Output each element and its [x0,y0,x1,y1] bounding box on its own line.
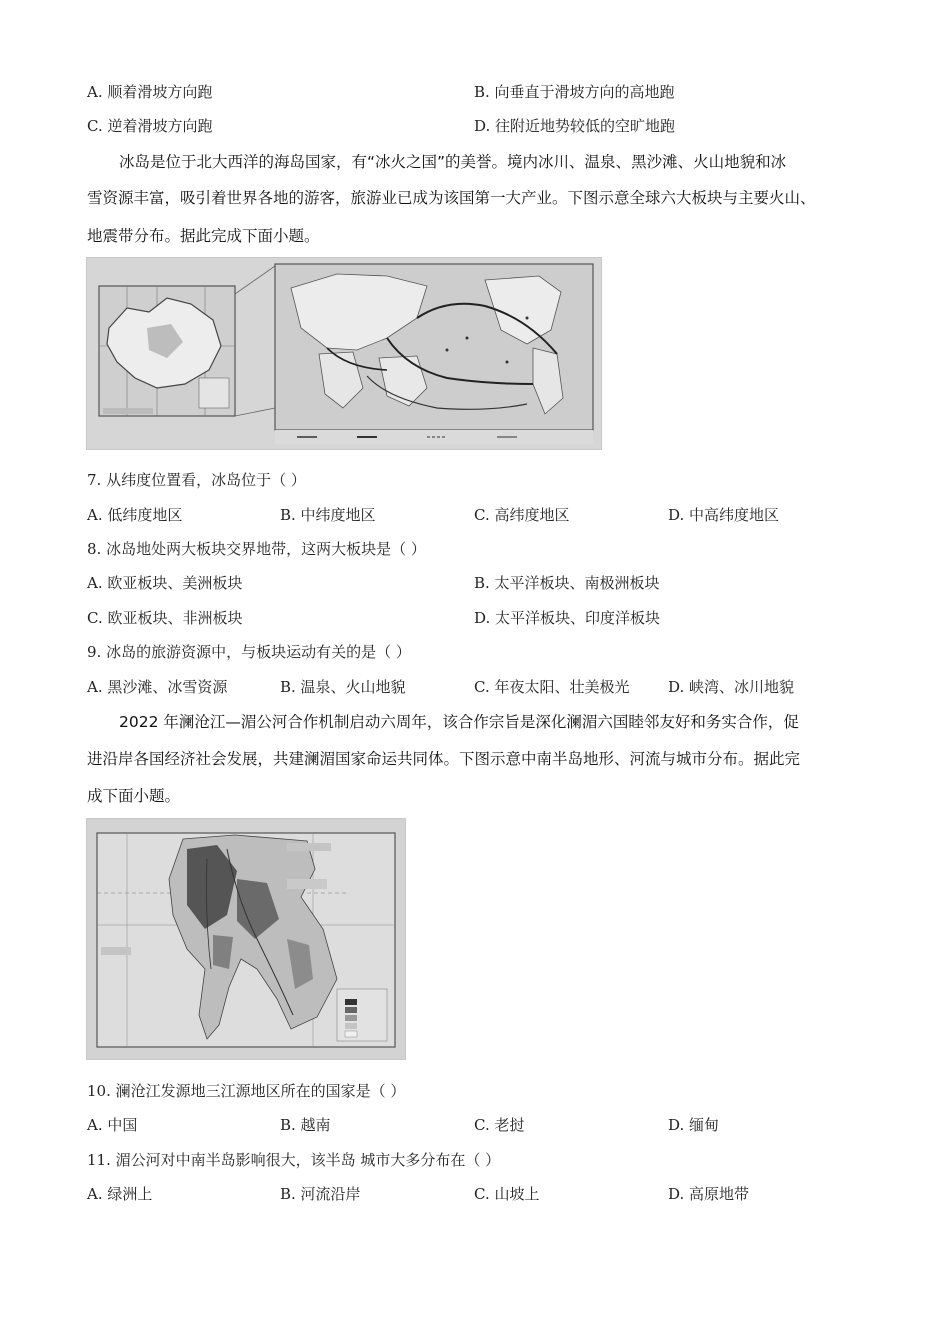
passage1-line-2: 雪资源丰富，吸引着世界各地的游客，旅游业已成为该国第一大产业。下图示意全球六大板块与主要火山、 [87,189,816,207]
q10-option-d: D. 缅甸 [668,1116,720,1134]
q8-option-d: D. 太平洋板块、印度洋板块 [474,609,661,627]
q9-option-c: C. 年夜太阳、壮美极光 [474,678,630,696]
passage2-line-3: 成下面小题。 [87,787,181,805]
q6-option-a: A. 顺着滑坡方向跑 [87,83,213,101]
q9-option-a: A. 黑沙滩、冰雪资源 [87,678,228,696]
passage1-line-3: 地震带分布。据此完成下面小题。 [87,227,320,245]
q7-option-c: C. 高纬度地区 [474,506,570,524]
q9-stem: 9. 冰岛的旅游资源中，与板块运动有关的是（ ） [87,643,411,661]
iceland-plates-map-figure [86,257,602,450]
q7-option-a: A. 低纬度地区 [87,506,183,524]
q7-option-b: B. 中纬度地区 [280,506,376,524]
q11-option-a: A. 绿洲上 [87,1185,153,1203]
q7-stem: 7. 从纬度位置看，冰岛位于（ ） [87,471,306,489]
q8-option-c: C. 欧亚板块、非洲板块 [87,609,243,627]
q11-stem: 11. 湄公河对中南半岛影响很大，该半岛 城市大多分布在（ ） [87,1151,501,1169]
passage2-line-2: 进沿岸各国经济社会发展，共建澜湄国家命运共同体。下图示意中南半岛地形、河流与城市分布。据此完 [87,750,801,768]
q10-stem: 10. 澜沧江发源地三江源地区所在的国家是（ ） [87,1082,406,1100]
q8-stem: 8. 冰岛地处两大板块交界地带，这两大板块是（ ） [87,540,426,558]
q10-option-a: A. 中国 [87,1116,138,1134]
q10-option-b: B. 越南 [280,1116,331,1134]
q10-option-c: C. 老挝 [474,1116,525,1134]
q9-option-b: B. 温泉、火山地貌 [280,678,406,696]
q9-option-d: D. 峡湾、冰川地貌 [668,678,795,696]
q8-option-a: A. 欧亚板块、美洲板块 [87,574,243,592]
passage1-line-1: 冰岛是位于北大西洋的海岛国家，有“冰火之国”的美誉。境内冰川、温泉、黑沙滩、火山地貌和冰 [119,153,787,171]
passage2-line-1: 2022 年澜沧江—湄公河合作机制启动六周年，该合作宗旨是深化澜湄六国睦邻友好和务实合作，促 [119,713,799,731]
q7-option-d: D. 中高纬度地区 [668,506,780,524]
q11-option-b: B. 河流沿岸 [280,1185,361,1203]
q6-option-d: D. 往附近地势较低的空旷地跑 [474,117,676,135]
indochina-map-figure [86,818,406,1060]
q8-option-b: B. 太平洋板块、南极洲板块 [474,574,660,592]
q6-option-b: B. 向垂直于滑坡方向的高地跑 [474,83,675,101]
q11-option-d: D. 高原地带 [668,1185,750,1203]
q6-option-c: C. 逆着滑坡方向跑 [87,117,213,135]
q11-option-c: C. 山坡上 [474,1185,540,1203]
